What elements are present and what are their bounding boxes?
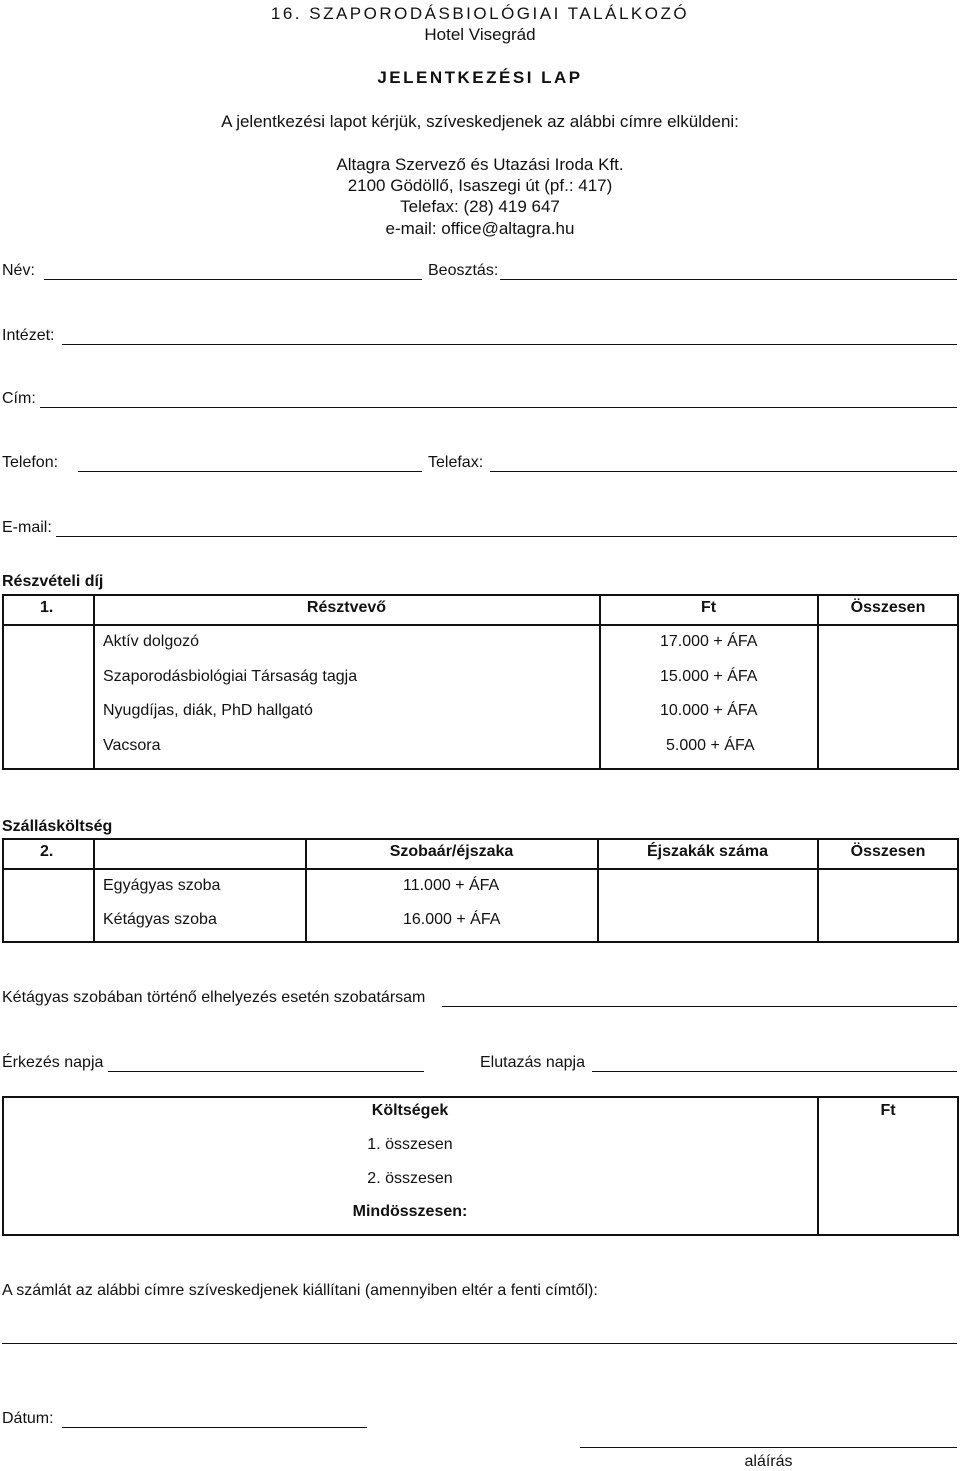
signature-line[interactable]	[580, 1447, 957, 1448]
participation-col-divider	[93, 595, 95, 769]
arrival-label: Érkezés napja	[2, 1054, 104, 1071]
accommodation-row-price: 11.000 + ÁFA	[403, 877, 500, 894]
name-input-line[interactable]	[44, 279, 422, 280]
participation-col-divider	[817, 595, 819, 769]
email-label: E-mail:	[2, 519, 52, 536]
participation-col-participant: Résztvevő	[306, 599, 387, 616]
participation-row-label: Nyugdíjas, diák, PhD hallgató	[103, 702, 313, 719]
date-input-line[interactable]	[62, 1427, 367, 1428]
fax-input-line[interactable]	[490, 471, 957, 472]
costs-total-2: 2. összesen	[367, 1170, 453, 1187]
form-title: JELENTKEZÉSI LAP	[377, 68, 583, 87]
participation-col-divider	[599, 595, 601, 769]
address-label: Cím:	[2, 390, 36, 407]
position-label: Beosztás:	[428, 262, 499, 279]
participation-row-label: Vacsora	[103, 737, 161, 754]
fax-label: Telefax:	[428, 454, 484, 471]
phone-input-line[interactable]	[78, 471, 422, 472]
participation-row-label: Szaporodásbiológiai Társaság tagja	[103, 668, 358, 685]
name-label: Név:	[2, 262, 35, 279]
address-fax: Telefax: (28) 419 647	[400, 197, 560, 216]
costs-grand-total: Mindösszesen:	[352, 1203, 468, 1220]
accommodation-col-nights: Éjszakák száma	[647, 843, 768, 860]
venue: Hotel Visegrád	[424, 25, 536, 44]
date-label: Dátum:	[2, 1410, 54, 1427]
signature-label: aláírás	[744, 1453, 793, 1470]
address-company: Altagra Szervező és Utazási Iroda Kft.	[336, 155, 624, 174]
participation-col-number: 1.	[40, 599, 54, 616]
email-input-line[interactable]	[56, 536, 957, 537]
departure-input-line[interactable]	[592, 1071, 957, 1072]
roommate-input-line[interactable]	[442, 1006, 957, 1007]
phone-label: Telefon:	[2, 454, 59, 471]
accommodation-col-room-price: Szobaár/éjszaka	[389, 843, 514, 860]
participation-row-price: 15.000 + ÁFA	[660, 668, 758, 685]
event-title: 16. SZAPORODÁSBIOLÓGIAI TALÁLKOZÓ	[270, 4, 690, 23]
institute-label: Intézet:	[2, 327, 55, 344]
costs-total-1: 1. összesen	[367, 1136, 453, 1153]
accommodation-row-label: Egyágyas szoba	[103, 877, 221, 894]
accommodation-section-title: Szállásköltség	[2, 818, 113, 835]
position-input-line[interactable]	[500, 279, 957, 280]
participation-header-divider	[3, 624, 958, 626]
invoice-note: A számlát az alábbi címre szíveskedjenek kiállítani (amennyiben eltér a fenti címtől):	[2, 1282, 598, 1299]
participation-col-ft: Ft	[700, 599, 717, 616]
participation-row-price: 10.000 + ÁFA	[660, 702, 758, 719]
participation-section-title: Részvételi díj	[2, 573, 104, 590]
participation-row-label: Aktív dolgozó	[103, 633, 200, 650]
accommodation-row-label: Kétágyas szoba	[103, 911, 217, 928]
departure-label: Elutazás napja	[480, 1054, 585, 1071]
instruction-text: A jelentkezési lapot kérjük, szíveskedjenek az alábbi címre elküldeni:	[221, 112, 739, 131]
institute-input-line[interactable]	[62, 344, 957, 345]
roommate-label: Kétágyas szobában történő elhelyezés esetén szobatársam	[2, 989, 426, 1006]
accommodation-row-price: 16.000 + ÁFA	[403, 911, 501, 928]
invoice-address-line[interactable]	[2, 1343, 957, 1344]
accommodation-col-total: Összesen	[850, 843, 926, 860]
costs-ft-header: Ft	[880, 1102, 896, 1119]
accommodation-header-divider	[3, 868, 958, 870]
participation-row-price: 17.000 + ÁFA	[660, 633, 758, 650]
participation-row-price: 5.000 + ÁFA	[666, 737, 755, 754]
address-email: e-mail: office@altagra.hu	[385, 219, 575, 238]
costs-title: Költségek	[371, 1102, 449, 1119]
address-street: 2100 Gödöllő, Isaszegi út (pf.: 417)	[347, 176, 613, 195]
address-input-line[interactable]	[40, 407, 957, 408]
accommodation-col-number: 2.	[40, 843, 54, 860]
arrival-input-line[interactable]	[108, 1071, 424, 1072]
accommodation-col-divider	[93, 839, 95, 942]
participation-col-total: Összesen	[850, 599, 926, 616]
